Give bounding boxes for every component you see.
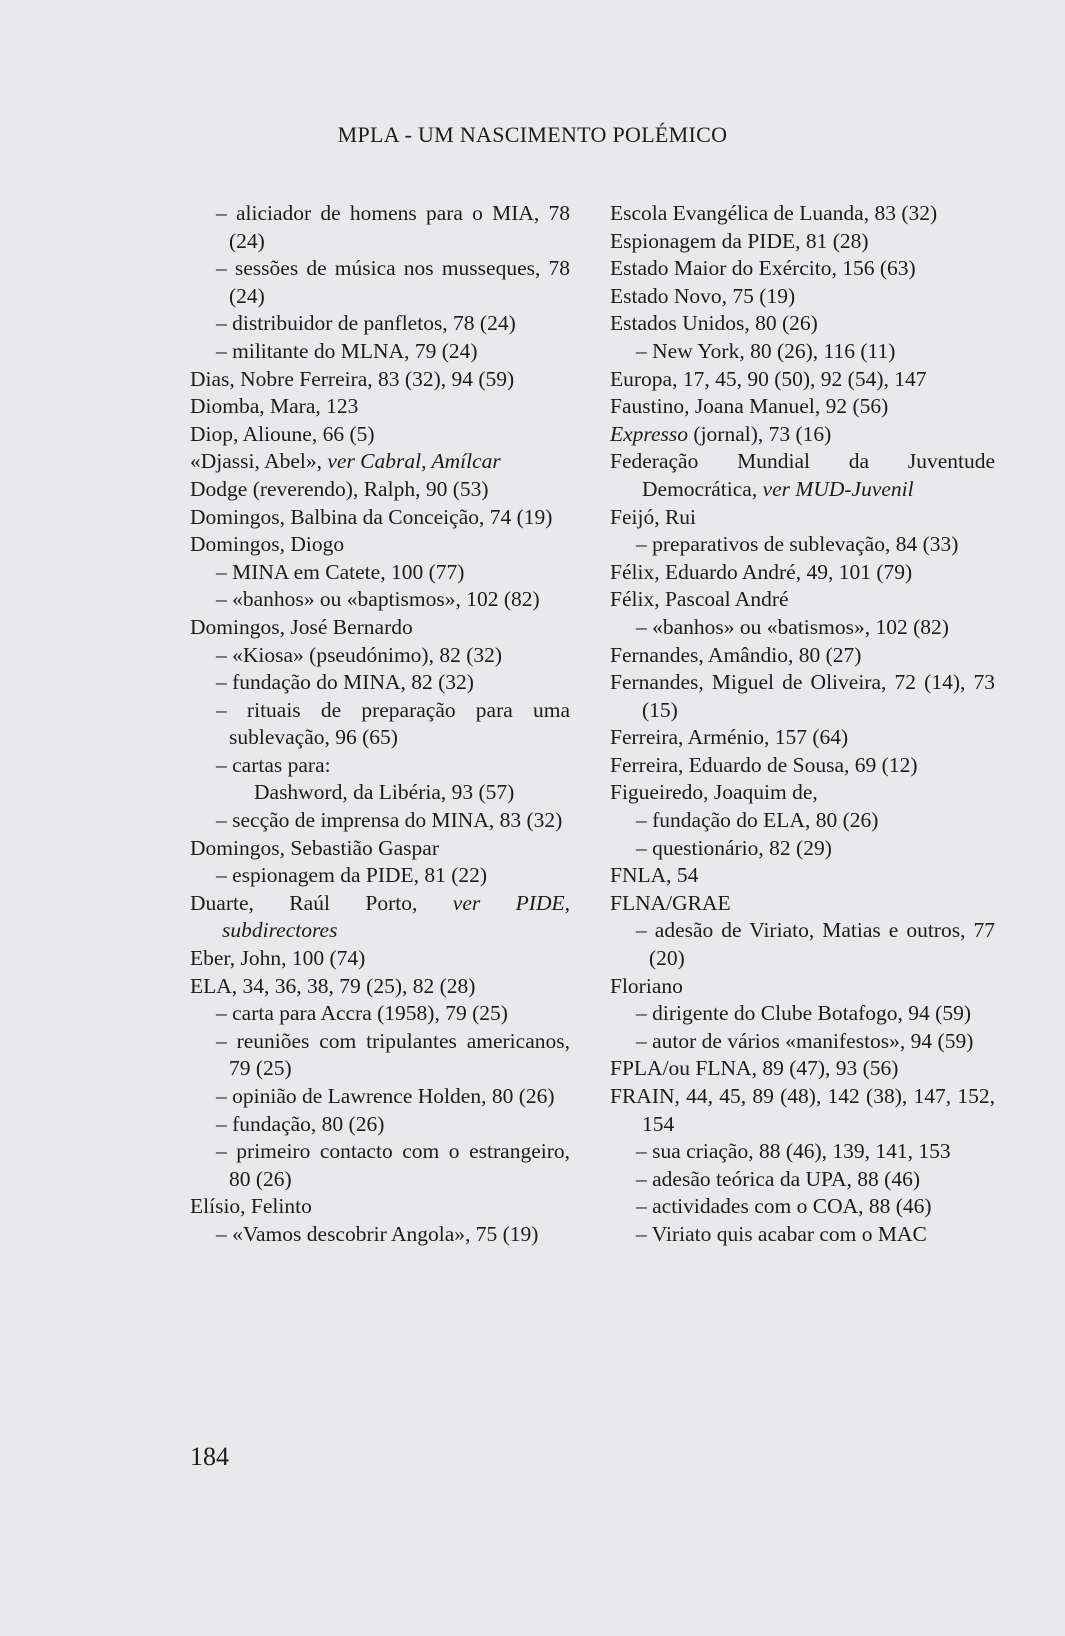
index-entry-text: FPLA/ou FLNA, 89 (47), 93 (56) <box>610 1056 899 1081</box>
index-entry <box>190 310 570 338</box>
index-entry-text: – MINA em Catete, 100 (77) <box>216 559 465 584</box>
index-entry <box>190 973 570 1001</box>
index-entry-text: Diomba, Mara, 123 <box>190 394 359 419</box>
index-entry <box>610 448 995 503</box>
index-entry <box>610 862 995 890</box>
page-header: MPLA - UM NASCIMENTO POLÉMICO <box>337 122 728 147</box>
index-entry <box>190 393 570 421</box>
index-entry <box>610 338 995 366</box>
index-entry-text: Feijó, Rui <box>610 504 697 529</box>
index-entry-text: Félix, Eduardo André, 49, 101 (79) <box>610 559 913 584</box>
index-entry-text: – opinião de Lawrence Holden, 80 (26) <box>216 1084 555 1108</box>
index-entry <box>190 862 570 890</box>
index-entry <box>190 1138 570 1193</box>
index-entry-text: Estados Unidos, 80 (26) <box>610 311 818 336</box>
index-entry-text: – cartas para: <box>216 752 331 777</box>
index-entry-text: Domingos, José Bernardo <box>190 614 413 639</box>
index-entry-text: – aliciador de homens para o MIA, 78 (24) <box>216 201 570 253</box>
index-entry <box>190 366 570 394</box>
index-entry-text: – rituais de preparação para uma sublevação, 96 (65) <box>216 697 570 750</box>
index-entry <box>610 310 995 338</box>
index-entry <box>190 338 570 366</box>
index-entry-text: Domingos, Sebastião Gaspar <box>190 835 440 860</box>
index-entry-text: – «Kiosa» (pseudónimo), 82 (32) <box>216 642 503 667</box>
index-entry <box>190 807 570 835</box>
index-entry <box>190 200 570 255</box>
index-entry-text: – questionário, 82 (29) <box>636 835 832 860</box>
index-entry-text: (jornal), 73 (16) <box>688 421 832 446</box>
index-entry-text: – reuniões com tripulantes americanos, 79 (25) <box>216 1028 570 1081</box>
index-entry-text: – sua criação, 88 (46), 139, 141, 153 <box>636 1139 951 1164</box>
index-entry <box>190 1000 570 1028</box>
index-entry-text: Félix, Pascoal André <box>610 587 789 612</box>
index-entry-text: – New York, 80 (26), 116 (11) <box>636 338 896 363</box>
index-column-right <box>610 200 995 1249</box>
index-entry-text: Faustino, Joana Manuel, 92 (56) <box>610 394 889 419</box>
index-entry <box>610 1138 995 1166</box>
index-entry <box>610 531 995 559</box>
index-entry-text: – fundação, 80 (26) <box>216 1111 385 1136</box>
index-entry <box>610 255 995 283</box>
index-entry <box>610 366 995 394</box>
page-number: 184 <box>190 1442 229 1471</box>
index-entry <box>610 1000 995 1028</box>
index-entry-italic: ver MUD-Juvenil <box>762 476 914 501</box>
index-entry-text: – militante do MLNA, 79 (24) <box>216 338 478 363</box>
index-entry <box>610 669 995 724</box>
index-entry-text: Fernandes, Amândio, 80 (27) <box>610 642 862 667</box>
index-entry-text: Fernandes, Miguel de Oliveira, 72 (14), 73 (15) <box>610 670 995 722</box>
index-entry <box>190 586 570 614</box>
index-entry-text: Espionagem da PIDE, 81 (28) <box>610 228 869 253</box>
index-entry-text: – primeiro contacto com o estrangeiro, 80 (26) <box>216 1139 570 1191</box>
index-entry <box>610 1055 995 1083</box>
index-entry-text: – distribuidor de panfletos, 78 (24) <box>216 311 516 336</box>
index-entry <box>190 1111 570 1139</box>
index-entry <box>610 393 995 421</box>
index-entry <box>610 1193 995 1221</box>
index-entry-text: – «banhos» ou «batismos», 102 (82) <box>636 614 949 639</box>
index-entry <box>610 200 995 228</box>
index-entry <box>610 752 995 780</box>
index-entry-text: Federação Mundial da Juventude Democrática, <box>610 449 995 501</box>
index-entry <box>610 917 995 972</box>
index-entry-text: – «banhos» ou «baptismos», 102 (82) <box>216 587 540 612</box>
index-entry <box>610 1028 995 1056</box>
index-entry-text: – autor de vários «manifestos», 94 (59) <box>636 1028 974 1053</box>
index-entry-text: Domingos, Balbina da Conceição, 74 (19) <box>190 504 553 529</box>
index-entry <box>190 504 570 532</box>
index-entry <box>610 559 995 587</box>
index-entry-text: – secção de imprensa do MINA, 83 (32) <box>216 808 563 833</box>
index-entry-text: Diop, Alioune, 66 (5) <box>190 421 375 446</box>
index-entry <box>190 1193 570 1221</box>
index-entry <box>190 835 570 863</box>
index-entry <box>610 724 995 752</box>
index-entry-text: – adesão teórica da UPA, 88 (46) <box>636 1166 921 1191</box>
index-entry-text: – carta para Accra (1958), 79 (25) <box>216 1001 508 1026</box>
index-entry <box>190 614 570 642</box>
index-entry-text: Duarte, Raúl Porto, <box>190 890 453 915</box>
index-entry-text: «Djassi, Abel», <box>190 449 328 474</box>
index-entry <box>190 1083 570 1111</box>
index-entry <box>190 255 570 310</box>
index-entry-text: Floriano <box>610 973 683 998</box>
index-entry <box>190 448 570 476</box>
index-column-left <box>190 200 570 1249</box>
index-entry-text: FRAIN, 44, 45, 89 (48), 142 (38), 147, 152, 154 <box>610 1084 995 1136</box>
index-entry <box>610 228 995 256</box>
index-entry <box>190 559 570 587</box>
index-entry-text: Dodge (reverendo), Ralph, 90 (53) <box>190 476 489 501</box>
index-entry <box>610 1166 995 1194</box>
index-entry <box>190 642 570 670</box>
index-entry-text: – dirigente do Clube Botafogo, 94 (59) <box>636 1001 971 1026</box>
index-entry <box>190 421 570 449</box>
index-entry-text: Ferreira, Eduardo de Sousa, 69 (12) <box>610 752 918 777</box>
index-entry <box>610 890 995 918</box>
index-entry <box>610 614 995 642</box>
index-entry <box>190 1028 570 1083</box>
index-entry-text: ELA, 34, 36, 38, 79 (25), 82 (28) <box>190 973 476 998</box>
index-entry <box>610 779 995 807</box>
index-entry-text: Europa, 17, 45, 90 (50), 92 (54), 147 <box>610 366 927 391</box>
index-entry-text: FNLA, 54 <box>610 863 699 888</box>
index-entry <box>190 890 570 945</box>
index-entry-text: – espionagem da PIDE, 81 (22) <box>216 863 488 888</box>
index-entry-text: – preparativos de sublevação, 84 (33) <box>636 532 959 557</box>
index-entry-text: – sessões de música nos musseques, 78 (24) <box>216 256 570 308</box>
index-entry <box>190 1221 570 1249</box>
index-entry <box>190 476 570 504</box>
index-entry <box>610 283 995 311</box>
index-entry-text: – adesão de Viriato, Matias e outros, 77 (20) <box>636 918 995 971</box>
index-entry <box>190 752 570 780</box>
index-entry <box>610 835 995 863</box>
index-entry-text: FLNA/GRAE <box>610 890 731 915</box>
index-entry-text: Elísio, Felinto <box>190 1194 312 1219</box>
index-entry-italic: Expresso <box>610 421 689 446</box>
index-entry <box>610 807 995 835</box>
index-entry <box>610 586 995 614</box>
index-entry-text: Domingos, Diogo <box>190 532 345 557</box>
index-entry-text: – actividades com o COA, 88 (46) <box>636 1194 932 1219</box>
index-entry-text: Estado Novo, 75 (19) <box>610 283 796 308</box>
index-entry <box>610 642 995 670</box>
index-entry-italic: ver PIDE, subdirectores <box>222 890 571 943</box>
index-entry <box>190 697 570 752</box>
index-entry <box>190 669 570 697</box>
index-entry-text: – fundação do ELA, 80 (26) <box>636 808 879 833</box>
index-entry-text: Escola Evangélica de Luanda, 83 (32) <box>610 201 938 225</box>
index-entry-text: Estado Maior do Exército, 156 (63) <box>610 256 916 281</box>
index-entry <box>610 421 995 449</box>
index-entry <box>610 504 995 532</box>
index-entry <box>610 973 995 1001</box>
index-entry-text: Ferreira, Arménio, 157 (64) <box>610 725 849 750</box>
index-entry-text: Dashword, da Libéria, 93 (57) <box>254 780 515 805</box>
index-entry <box>190 531 570 559</box>
index-entry <box>190 945 570 973</box>
index-entry-italic: ver Cabral, Amílcar <box>327 449 501 474</box>
index-entry-text: Dias, Nobre Ferreira, 83 (32), 94 (59) <box>190 366 515 391</box>
index-entry-text: Figueiredo, Joaquim de, <box>610 780 818 805</box>
index-entry <box>610 1221 995 1249</box>
index-entry-text: – Viriato quis acabar com o MAC <box>636 1221 927 1246</box>
index-entry <box>190 779 570 807</box>
index-entry <box>610 1083 995 1138</box>
index-entry-text: – «Vamos descobrir Angola», 75 (19) <box>216 1221 539 1246</box>
index-entry-text: Eber, John, 100 (74) <box>190 946 366 971</box>
index-entry-text: – fundação do MINA, 82 (32) <box>216 670 474 695</box>
